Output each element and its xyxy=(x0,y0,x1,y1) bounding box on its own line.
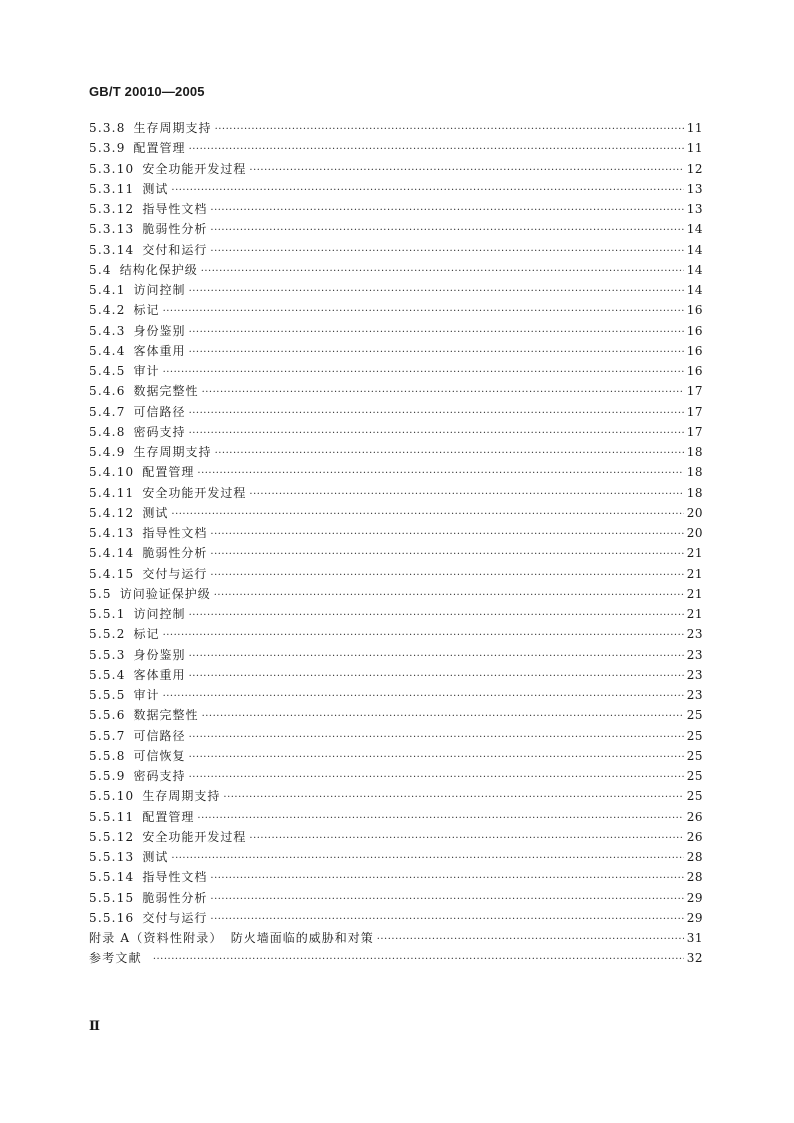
toc-entry[interactable] xyxy=(89,685,703,705)
toc-entry-number: 5.5.4 xyxy=(89,667,126,682)
toc-entry[interactable] xyxy=(89,240,703,260)
toc-entry[interactable] xyxy=(89,908,703,928)
dot-leader xyxy=(202,383,684,403)
toc-entry[interactable] xyxy=(89,118,703,138)
toc-entry-page-number: 23 xyxy=(686,627,703,642)
toc-entry[interactable] xyxy=(89,321,703,341)
toc-entry-page-number: 26 xyxy=(686,829,703,844)
toc-entry-number: 5.5.7 xyxy=(89,728,126,743)
toc-entry-number: 5.3.14 xyxy=(89,242,135,257)
toc-entry-number: 5.5.13 xyxy=(89,850,135,864)
toc-entry-page-number: 11 xyxy=(686,121,703,135)
toc-entry[interactable] xyxy=(89,766,703,786)
toc-entry[interactable] xyxy=(89,300,703,320)
toc-entry-page-number: 16 xyxy=(686,323,703,338)
dot-leader xyxy=(189,748,684,768)
toc-entry-title: 可信路径 xyxy=(133,404,186,419)
toc-entry-title: 可信路径 xyxy=(133,728,186,743)
toc-entry-title: 审计 xyxy=(133,688,160,702)
toc-entry-number: 5.4.10 xyxy=(89,465,135,480)
toc-entry-page-number: 16 xyxy=(686,364,703,378)
toc-entry-page-number: 14 xyxy=(686,262,703,277)
toc-entry-title: 脆弱性分析 xyxy=(142,222,208,237)
toc-entry-page-number: 21 xyxy=(686,586,703,601)
toc-entry-title: 结构化保护级 xyxy=(119,262,198,277)
toc-entry[interactable] xyxy=(89,827,703,847)
toc-entry-page-number: 32 xyxy=(686,951,703,966)
toc-entry-title: 身份鉴别 xyxy=(133,647,186,662)
toc-entry[interactable] xyxy=(89,867,703,887)
dot-leader xyxy=(210,525,683,545)
toc-entry-number: 5.5.3 xyxy=(89,647,126,662)
toc-entry-number: 5.5.15 xyxy=(89,890,135,905)
toc-entry-page-number: 25 xyxy=(686,748,703,763)
toc-entry-page-number: 23 xyxy=(686,688,703,702)
toc-entry-number: 5.4.1 xyxy=(89,283,126,297)
toc-entry-title: 生存周期支持 xyxy=(133,445,212,459)
toc-entry-page-number: 29 xyxy=(686,910,703,925)
toc-entry-title: 防火墙面临的威胁和对策 xyxy=(230,931,374,945)
toc-entry-number: 5.5.16 xyxy=(89,910,135,925)
toc-entry-page-number: 18 xyxy=(686,485,703,500)
toc-entry-number: 5.5.1 xyxy=(89,607,126,621)
dot-leader xyxy=(197,464,683,484)
toc-entry-number: 5.3.10 xyxy=(89,161,135,176)
toc-entry[interactable] xyxy=(89,179,703,199)
toc-entry-number: 5.5 xyxy=(89,586,112,601)
toc-entry-title: 测试 xyxy=(142,505,169,520)
toc-entry-title: 安全功能开发过程 xyxy=(142,485,247,500)
dot-leader xyxy=(189,282,684,302)
toc-entry[interactable] xyxy=(89,462,703,482)
dot-leader xyxy=(210,221,683,241)
toc-entry-page-number: 12 xyxy=(686,161,703,176)
toc-entry-number: 5.4.12 xyxy=(89,505,135,520)
dot-leader xyxy=(189,323,684,343)
toc-entry-title: 标记 xyxy=(133,627,160,642)
toc-entry-page-number: 13 xyxy=(686,202,703,216)
toc-entry-title: 密码支持 xyxy=(133,424,186,439)
dot-leader xyxy=(189,140,684,160)
toc-entry-page-number: 20 xyxy=(686,526,703,540)
toc-entry-number: 5.4.9 xyxy=(89,445,126,459)
toc-entry-page-number: 21 xyxy=(686,546,703,561)
toc-entry[interactable] xyxy=(89,199,703,219)
toc-entry[interactable] xyxy=(89,604,703,624)
toc-entry[interactable] xyxy=(89,341,703,361)
dot-leader xyxy=(189,343,684,363)
toc-entry-title: 密码支持 xyxy=(133,769,186,783)
dot-leader xyxy=(201,262,684,282)
dot-leader xyxy=(189,667,684,687)
toc-entry-title: 测试 xyxy=(142,181,169,196)
dot-leader xyxy=(210,566,683,586)
toc-entry-page-number: 17 xyxy=(686,404,703,419)
toc-entry-page-number: 25 xyxy=(686,769,703,783)
toc-entry[interactable] xyxy=(89,705,703,725)
toc-entry[interactable] xyxy=(89,807,703,827)
toc-entry-title: 审计 xyxy=(133,364,160,378)
toc-entry-title: 交付与运行 xyxy=(142,566,208,581)
page-number-footer: Ⅱ xyxy=(89,1019,100,1034)
dot-leader xyxy=(223,788,683,808)
toc-entry-number: 5.5.6 xyxy=(89,708,126,723)
toc-entry-title: 生存周期支持 xyxy=(142,789,221,804)
toc-entry-number: 附录 A（资料性附录） xyxy=(89,931,223,945)
dot-leader xyxy=(189,728,684,748)
toc-entry[interactable] xyxy=(89,138,703,158)
toc-entry-number: 5.5.9 xyxy=(89,769,126,783)
toc-entry[interactable] xyxy=(89,422,703,442)
toc-entry-page-number: 26 xyxy=(686,809,703,824)
toc-entry-title: 配置管理 xyxy=(142,809,195,824)
toc-entry[interactable] xyxy=(89,381,703,401)
toc-entry-number: 5.4.6 xyxy=(89,384,126,399)
dot-leader xyxy=(197,809,683,829)
toc-entry-number: 5.5.12 xyxy=(89,829,135,844)
toc-entry[interactable] xyxy=(89,483,703,503)
dot-leader xyxy=(210,545,683,565)
toc-entry-number: 5.3.9 xyxy=(89,141,126,156)
toc-entry-title: 测试 xyxy=(142,850,169,864)
dot-leader xyxy=(249,161,683,181)
toc-entry-page-number: 16 xyxy=(686,303,703,318)
dot-leader xyxy=(189,424,684,444)
toc-entry[interactable] xyxy=(89,402,703,422)
dot-leader xyxy=(163,626,684,646)
toc-entry-title: 脆弱性分析 xyxy=(142,890,208,905)
toc-entry[interactable] xyxy=(89,219,703,239)
toc-entry-number: 5.4.13 xyxy=(89,526,135,540)
dot-leader xyxy=(189,647,684,667)
toc-entry-page-number: 17 xyxy=(686,384,703,399)
dot-leader xyxy=(210,910,683,930)
toc-entry-number: 5.4.15 xyxy=(89,566,135,581)
toc-entry[interactable] xyxy=(89,503,703,523)
toc-entry-number: 5.3.13 xyxy=(89,222,135,237)
dot-leader xyxy=(189,768,684,788)
toc-entry-page-number: 23 xyxy=(686,667,703,682)
toc-entry-page-number: 23 xyxy=(686,647,703,662)
toc-entry[interactable] xyxy=(89,665,703,685)
toc-entry-title: 交付与运行 xyxy=(142,910,208,925)
toc-entry-number: 5.4.7 xyxy=(89,404,126,419)
toc-entry[interactable] xyxy=(89,584,703,604)
toc-entry[interactable] xyxy=(89,786,703,806)
toc-entry[interactable] xyxy=(89,280,703,300)
toc-entry-title: 访问验证保护级 xyxy=(119,586,211,601)
dot-leader xyxy=(215,120,684,140)
toc-entry-number: 5.3.11 xyxy=(89,181,135,196)
toc-entry-title: 客体重用 xyxy=(133,667,186,682)
dot-leader xyxy=(215,444,684,464)
toc-entry[interactable] xyxy=(89,928,703,948)
toc-entry-page-number: 25 xyxy=(686,789,703,804)
dot-leader xyxy=(214,586,684,606)
toc-entry-number: 5.3.12 xyxy=(89,202,135,216)
toc-entry[interactable] xyxy=(89,442,703,462)
toc-entry[interactable] xyxy=(89,847,703,867)
toc-entry-title: 脆弱性分析 xyxy=(142,546,208,561)
toc-entry-title: 访问控制 xyxy=(133,283,186,297)
toc-entry[interactable] xyxy=(89,746,703,766)
dot-leader xyxy=(171,181,683,201)
dot-leader xyxy=(171,505,683,525)
dot-leader xyxy=(210,242,683,262)
toc-entry[interactable] xyxy=(89,624,703,644)
toc-entry-page-number: 20 xyxy=(686,505,703,520)
toc-entry[interactable] xyxy=(89,645,703,665)
toc-entry-number: 5.5.5 xyxy=(89,688,126,702)
toc-entry-title: 访问控制 xyxy=(133,607,186,621)
toc-entry-title: 安全功能开发过程 xyxy=(142,829,247,844)
dot-leader xyxy=(210,201,683,221)
toc-entry[interactable] xyxy=(89,361,703,381)
dot-leader xyxy=(249,829,683,849)
toc-entry-page-number: 28 xyxy=(686,850,703,864)
toc-entry-title: 安全功能开发过程 xyxy=(142,161,247,176)
toc-entry-title: 配置管理 xyxy=(133,141,186,156)
standard-number-header: GB/T 20010—2005 xyxy=(89,84,205,99)
toc-entry-title: 指导性文档 xyxy=(142,202,208,216)
dot-leader xyxy=(171,849,683,869)
dot-leader xyxy=(163,363,684,383)
toc-entry-page-number: 18 xyxy=(686,465,703,480)
toc-entry-page-number: 21 xyxy=(686,607,703,621)
toc-entry-title: 身份鉴别 xyxy=(133,323,186,338)
toc-entry-title: 指导性文档 xyxy=(142,526,208,540)
toc-entry-title: 生存周期支持 xyxy=(133,121,212,135)
toc-entry[interactable] xyxy=(89,948,703,968)
toc-entry-page-number: 29 xyxy=(686,890,703,905)
toc-entry-page-number: 14 xyxy=(686,283,703,297)
toc-entry-number: 5.4.5 xyxy=(89,364,126,378)
toc-entry-number: 5.4.4 xyxy=(89,343,126,358)
toc-entry-number: 5.4.3 xyxy=(89,323,126,338)
toc-entry[interactable] xyxy=(89,543,703,563)
toc-entry-number: 5.4.14 xyxy=(89,546,135,561)
toc-entry[interactable] xyxy=(89,260,703,280)
toc-entry-title: 指导性文档 xyxy=(142,870,208,885)
toc-entry-title: 可信恢复 xyxy=(133,748,186,763)
toc-entry-number: 5.5.11 xyxy=(89,809,135,824)
dot-leader xyxy=(189,404,684,424)
toc-entry-title: 数据完整性 xyxy=(133,384,199,399)
toc-entry-title: 标记 xyxy=(133,303,160,318)
toc-entry[interactable] xyxy=(89,888,703,908)
toc-entry-page-number: 16 xyxy=(686,343,703,358)
toc-entry-page-number: 11 xyxy=(686,141,703,156)
toc-entry[interactable] xyxy=(89,564,703,584)
toc-entry-title: 交付和运行 xyxy=(142,242,208,257)
toc-entry[interactable] xyxy=(89,159,703,179)
toc-entry[interactable] xyxy=(89,523,703,543)
toc-entry-number: 5.5.14 xyxy=(89,870,135,885)
toc-entry-number: 5.4.11 xyxy=(89,485,135,500)
toc-entry-page-number: 13 xyxy=(686,181,703,196)
toc-entry-number: 5.5.10 xyxy=(89,789,135,804)
dot-leader xyxy=(377,930,684,950)
dot-leader xyxy=(189,606,684,626)
toc-entry-page-number: 18 xyxy=(686,445,703,459)
toc-entry-number: 参考文献 xyxy=(89,951,142,966)
table-of-contents xyxy=(89,118,703,969)
dot-leader xyxy=(163,687,684,707)
toc-entry-page-number: 14 xyxy=(686,242,703,257)
toc-entry-page-number: 25 xyxy=(686,708,703,723)
toc-entry-title: 配置管理 xyxy=(142,465,195,480)
toc-entry-page-number: 28 xyxy=(686,870,703,885)
dot-leader xyxy=(210,869,683,889)
toc-entry-number: 5.3.8 xyxy=(89,121,126,135)
dot-leader xyxy=(210,890,683,910)
toc-entry-page-number: 17 xyxy=(686,424,703,439)
toc-entry-page-number: 21 xyxy=(686,566,703,581)
toc-entry-title: 数据完整性 xyxy=(133,708,199,723)
toc-entry-page-number: 25 xyxy=(686,728,703,743)
toc-entry-number: 5.4 xyxy=(89,262,112,277)
toc-entry[interactable] xyxy=(89,726,703,746)
toc-entry-title: 客体重用 xyxy=(133,343,186,358)
toc-entry-number: 5.4.2 xyxy=(89,303,126,318)
dot-leader xyxy=(153,950,684,970)
toc-entry-number: 5.5.8 xyxy=(89,748,126,763)
dot-leader xyxy=(249,485,683,505)
toc-entry-number: 5.4.8 xyxy=(89,424,126,439)
dot-leader xyxy=(202,707,684,727)
toc-entry-page-number: 14 xyxy=(686,222,703,237)
toc-entry-page-number: 31 xyxy=(686,931,703,945)
dot-leader xyxy=(163,302,684,322)
toc-entry-number: 5.5.2 xyxy=(89,627,126,642)
